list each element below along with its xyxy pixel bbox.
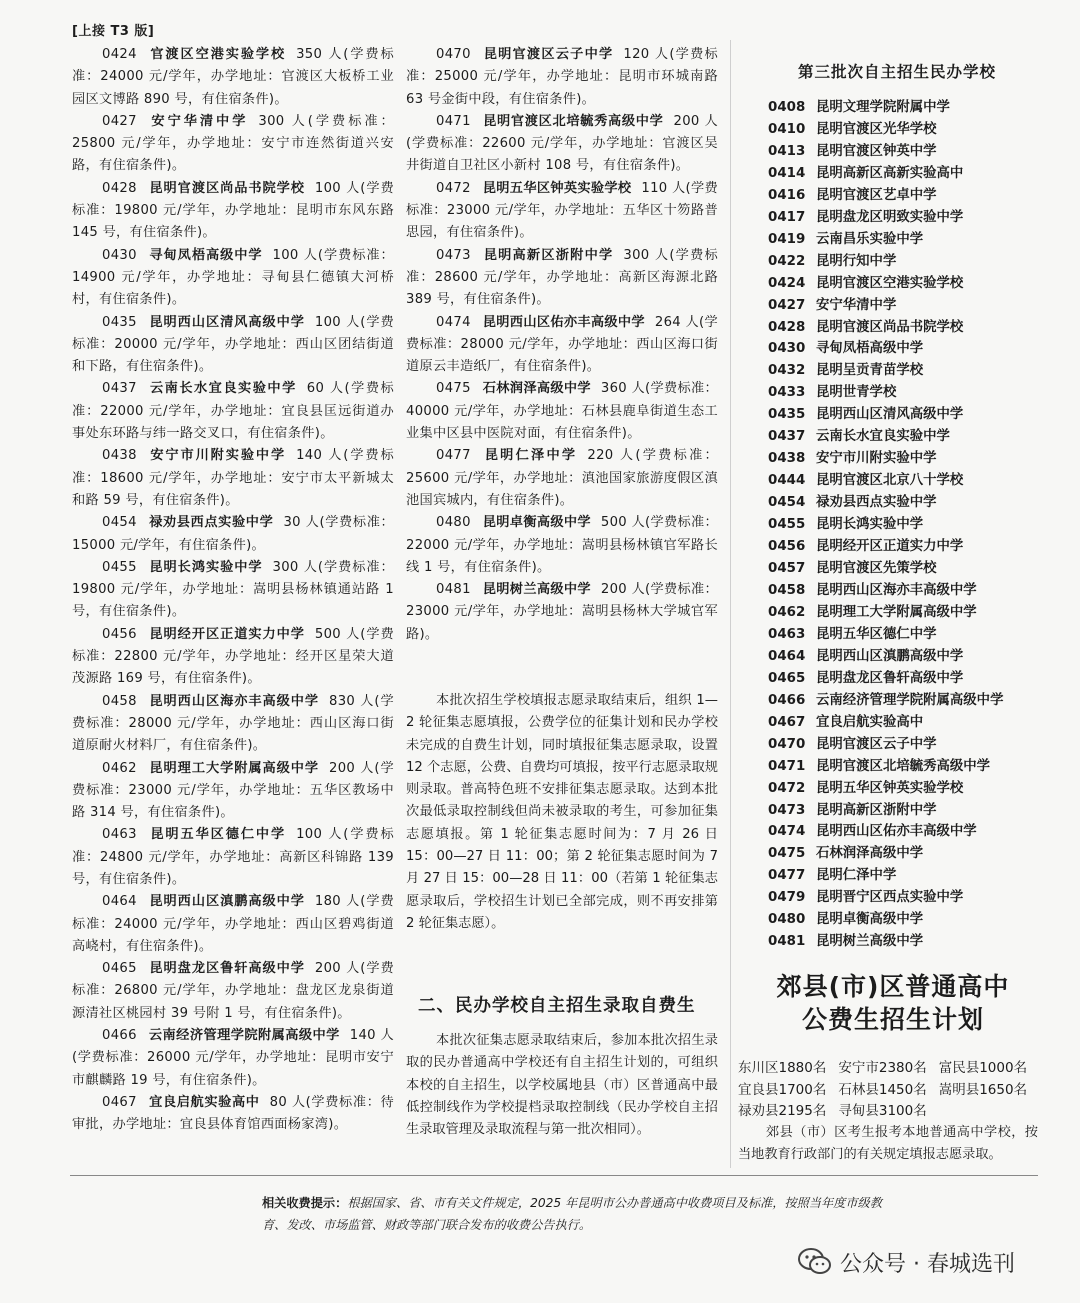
school-name: 昆明树兰高级中学	[482, 582, 591, 598]
enrollment-count: 220 人	[587, 448, 636, 464]
school-code: 0458	[102, 693, 137, 709]
school-entry	[72, 1025, 394, 1092]
school-code: 0474	[436, 314, 471, 330]
school-detail: (学费标准：23000 元/学年，办学地址：五华区十笏路普思园，有住宿条件)。	[406, 180, 718, 241]
enrollment-count: 200 人	[314, 961, 361, 977]
quota-cell: 禄劝县2195名	[738, 1103, 827, 1119]
list-item	[768, 163, 1038, 185]
school-code: 0474	[768, 824, 806, 840]
school-code: 0438	[102, 448, 137, 464]
school-name: 昆明文理学院附属中学	[816, 100, 950, 115]
section-heading-2: 二、民办学校自主招生录取自费生	[418, 996, 696, 1016]
school-detail: (学费标准：23000 元/学年，办学地址：嵩明县杨林大学城官军路)。	[406, 582, 718, 642]
school-code: 0427	[102, 113, 137, 129]
school-code: 0467	[768, 714, 806, 730]
enrollment-count: 350 人	[296, 47, 344, 62]
school-name: 昆明官渡区尚品书院学校	[816, 319, 964, 335]
school-name: 昆明官渡区北京八十学校	[816, 473, 964, 489]
school-detail: (学费标准：22600 元/学年，办学地址：官渡区吴井街道自卫社区小新村 108 号，有住宿条件)。	[406, 136, 718, 174]
school-code: 0480	[768, 912, 806, 928]
quota-cell: 寻甸县3100名	[838, 1103, 927, 1119]
quota-row	[738, 1101, 1038, 1123]
school-name: 禄劝县西点实验中学	[816, 495, 937, 511]
list-item	[768, 492, 1038, 514]
quota-row	[738, 1080, 1038, 1102]
watermark-text: 公众号 · 春城选刊	[840, 1251, 1015, 1277]
quota-row	[738, 1058, 1038, 1080]
school-code: 0462	[768, 604, 806, 620]
enrollment-count: 200 人	[673, 113, 718, 129]
school-name: 石林润泽高级中学	[816, 846, 924, 862]
school-name: 昆明官渡区北培毓秀高级中学	[482, 113, 664, 129]
school-code: 0465	[102, 961, 137, 977]
list-item	[768, 800, 1038, 822]
school-entry	[72, 958, 394, 1025]
enrollment-count: 300 人	[258, 113, 308, 129]
school-name: 昆明理工大学附属高级中学	[816, 604, 977, 620]
list-item	[768, 668, 1038, 690]
school-name: 昆明高新区高新实验高中	[816, 165, 964, 181]
school-name: 昆明官渡区钟英中学	[816, 143, 937, 159]
school-name: 昆明西山区清风高级中学	[816, 407, 964, 423]
school-code: 0437	[768, 429, 806, 445]
school-name: 昆明五华区德仁中学	[148, 827, 287, 843]
footer-text: 根据国家、省、市有关文件规定，2025 年昆明市公办普通高中收费项目及标准，按照当年度市级教育、发改、市场监管、财政等部门联合发布的收费公告执行。	[262, 1196, 882, 1232]
enrollment-count: 30 人	[283, 515, 320, 531]
list-item	[768, 251, 1038, 273]
school-name: 昆明理工大学附属高级中学	[148, 760, 320, 776]
enrollment-count: 500 人	[600, 515, 645, 531]
enrollment-count: 200 人	[600, 582, 645, 598]
wechat-icon	[798, 1247, 832, 1277]
list-item	[768, 887, 1038, 909]
school-code: 0457	[768, 561, 806, 577]
school-code: 0480	[436, 515, 471, 531]
list-item	[768, 229, 1038, 251]
quota-table	[738, 1058, 1038, 1123]
school-name: 安宁华清中学	[148, 113, 249, 129]
list-item	[768, 514, 1038, 536]
list-item	[768, 404, 1038, 426]
school-detail: (学费标准：25000 元/学年，办学地址：昆明市环城南路 63 号金街中段，有住宿条件)。	[406, 47, 718, 107]
school-code: 0466	[102, 1028, 137, 1044]
list-item	[768, 712, 1038, 734]
school-entry	[72, 445, 394, 512]
school-code: 0454	[768, 495, 806, 511]
school-name: 昆明五华区德仁中学	[816, 626, 937, 642]
footer-divider	[70, 1175, 1038, 1176]
school-name: 云南长水宜良实验中学	[148, 381, 297, 397]
school-name: 昆明官渡区云子中学	[482, 47, 614, 62]
school-code: 0419	[768, 231, 806, 247]
enrollment-count: 140 人	[349, 1028, 394, 1044]
school-name: 昆明官渡区艺卓中学	[816, 187, 937, 203]
list-item	[768, 778, 1038, 800]
school-code: 0479	[768, 890, 806, 906]
school-code: 0466	[768, 692, 806, 708]
school-code: 0424	[102, 47, 137, 62]
school-code: 0455	[102, 559, 137, 575]
school-entry	[72, 891, 394, 958]
enrollment-count: 100 人	[296, 827, 344, 843]
school-name: 云南经济管理学院附属高级中学	[816, 692, 1004, 708]
enrollment-count: 80 人	[269, 1094, 306, 1110]
list-item	[768, 690, 1038, 712]
list-item	[768, 360, 1038, 382]
enrollment-count: 360 人	[600, 381, 645, 397]
enrollment-count: 830 人	[329, 693, 375, 709]
school-code: 0416	[768, 187, 806, 203]
quota-cell: 安宁市2380名	[838, 1060, 927, 1076]
school-entry	[72, 1092, 394, 1137]
school-code: 0427	[768, 297, 806, 313]
list-item	[768, 185, 1038, 207]
school-entry	[72, 44, 394, 111]
school-code: 0428	[768, 319, 806, 335]
school-name: 昆明官渡区空港实验学校	[816, 275, 964, 291]
list-item	[768, 273, 1038, 295]
school-detail: (学费标准：20000 元/学年，办学地址：西山区团结街道和下路，有住宿条件)。	[72, 314, 394, 375]
list-item	[768, 756, 1038, 778]
school-code: 0472	[768, 780, 806, 796]
enrollment-count: 264 人	[654, 314, 700, 330]
school-entry	[406, 312, 718, 379]
school-detail: (学费标准：18600 元/学年，办学地址：安宁市太平新城太和路 59 号，有住宿条件)。	[72, 448, 394, 508]
school-name: 昆明五华区钟英实验学校	[482, 180, 632, 196]
school-code: 0464	[102, 894, 137, 910]
school-code: 0433	[768, 385, 806, 401]
school-code: 0438	[768, 451, 806, 467]
school-code: 0465	[768, 670, 806, 686]
school-entry	[406, 111, 718, 178]
enrollment-count: 100 人	[272, 247, 318, 263]
school-name: 昆明盘龙区鲁轩高级中学	[148, 961, 305, 977]
school-code: 0430	[102, 247, 137, 263]
school-code: 0424	[768, 275, 806, 291]
school-detail: (学费标准：24000 元/学年，办学地址：西山区碧鸡街道高峣村，有住宿条件)。	[72, 894, 394, 954]
list-item	[768, 97, 1038, 119]
left-column	[72, 44, 394, 1137]
school-entry	[72, 758, 394, 825]
list-item	[768, 382, 1038, 404]
school-name: 昆明官渡区先策学校	[816, 561, 937, 577]
school-code: 0475	[436, 381, 471, 397]
watermark	[798, 1244, 1015, 1280]
notice-paragraph-2: 本批次征集志愿录取结束后，参加本批次招生录取的民办普通高中学校还有自主招生计划的，可组织本校的自主招生，以学校属地县（市）区普通高中最低控制线作为学校提档录取控制线（民办学校自主招生录取管理及录取流程与第一批次相同）。	[406, 1033, 718, 1138]
school-name: 昆明行知中学	[816, 253, 897, 269]
school-name: 昆明官渡区云子中学	[816, 736, 937, 752]
school-code: 0473	[436, 247, 471, 263]
school-code: 0422	[768, 253, 806, 269]
school-detail: (学费标准：28000 元/学年，办学地址：西山区海口街道原云丰造纸厂，有住宿条件)。	[406, 314, 718, 375]
enrollment-count: 140 人	[296, 448, 344, 464]
school-code: 0471	[768, 758, 806, 774]
list-item	[768, 646, 1038, 668]
school-name: 宜良启航实验高中	[816, 714, 924, 730]
list-item	[768, 558, 1038, 580]
school-code: 0477	[768, 868, 806, 884]
school-name: 安宁市川附实验中学	[148, 448, 287, 464]
school-code: 0417	[768, 209, 806, 225]
school-name: 昆明西山区佑亦丰高级中学	[816, 824, 977, 840]
school-entry	[72, 178, 394, 245]
list-item	[768, 426, 1038, 448]
school-entry	[406, 445, 718, 512]
school-name: 昆明卓衡高级中学	[482, 515, 591, 531]
middle-column	[406, 44, 718, 646]
school-name: 昆明盘龙区明致实验中学	[816, 209, 964, 225]
right-column-title: 第三批次自主招生民办学校	[797, 63, 996, 81]
school-name: 昆明官渡区光华学校	[816, 121, 937, 137]
school-name: 昆明长鸿实验中学	[816, 517, 924, 533]
school-name: 昆明西山区海亦丰高级中学	[148, 693, 320, 709]
quota-cell: 嵩明县1650名	[938, 1081, 1028, 1098]
school-code: 0477	[436, 448, 471, 464]
school-code: 0481	[436, 582, 471, 598]
school-name: 禄劝县西点实验中学	[148, 515, 274, 531]
column-divider	[730, 40, 731, 1168]
school-detail: (学费标准：25800 元/学年，办学地址：安宁市连然街道兴安路，有住宿条件)。	[72, 113, 394, 174]
enrollment-count: 300 人	[623, 247, 670, 263]
school-code: 0444	[768, 473, 806, 489]
school-name: 昆明官渡区北培毓秀高级中学	[816, 758, 991, 774]
school-code: 0464	[768, 648, 806, 664]
school-detail: (学费标准：14900 元/学年，办学地址：寻甸县仁德镇大河桥村，有住宿条件)。	[72, 247, 394, 308]
school-code: 0428	[102, 180, 137, 196]
school-name: 昆明西山区海亦丰高级中学	[816, 582, 977, 598]
school-name: 昆明仁泽中学	[482, 448, 578, 464]
county-note: 郊县（市）区考生报考本地普通高中学校，按当地教育行政部门的有关规定填报志愿录取。	[738, 1125, 1038, 1162]
school-code: 0414	[768, 165, 806, 181]
school-detail: (学费标准：19800 元/学年，办学地址：昆明市东风东路 145 号，有住宿条件)。	[72, 180, 394, 241]
school-name: 昆明西山区佑亦丰高级中学	[482, 314, 645, 330]
list-item	[768, 207, 1038, 229]
school-code: 0470	[436, 47, 471, 62]
list-item	[768, 317, 1038, 339]
school-name: 云南昌乐实验中学	[816, 231, 924, 247]
list-item	[768, 141, 1038, 163]
school-name: 昆明树兰高级中学	[816, 934, 924, 950]
school-code: 0435	[768, 407, 806, 423]
list-item	[768, 448, 1038, 470]
school-entry	[406, 378, 718, 445]
big-title-line-2: 公费生招生计划	[801, 1005, 984, 1034]
enrollment-count: 300 人	[272, 559, 318, 575]
school-detail: (学费标准：28000 元/学年，办学地址：西山区海口街道原耐火材料厂，有住宿条件)。	[72, 693, 394, 754]
enrollment-count: 500 人	[314, 626, 361, 642]
school-name: 昆明呈贡青苗学校	[816, 363, 924, 379]
school-detail: (学费标准：40000 元/学年，办学地址：石林县鹿阜街道生态工业集中区县中医院对面，有住宿条件)。	[406, 381, 718, 442]
school-code: 0430	[768, 341, 806, 357]
school-code: 0410	[768, 121, 806, 137]
school-code: 0463	[768, 626, 806, 642]
list-item	[768, 624, 1038, 646]
enrollment-count: 120 人	[623, 47, 670, 62]
big-title-line-1: 郊县(市)区普通高中	[776, 972, 1010, 1001]
enrollment-count: 60 人	[306, 381, 345, 397]
school-code: 0458	[768, 582, 806, 598]
footer-lead: 相关收费提示：	[262, 1196, 348, 1210]
list-item	[768, 536, 1038, 558]
quota-cell: 宜良县1700名	[738, 1081, 827, 1098]
school-code: 0435	[102, 314, 137, 330]
school-code: 0467	[102, 1094, 137, 1110]
school-list	[768, 97, 1038, 953]
school-name: 昆明仁泽中学	[816, 868, 897, 884]
list-item	[768, 295, 1038, 317]
school-name: 昆明盘龙区鲁轩高级中学	[816, 670, 964, 686]
school-code: 0473	[768, 802, 806, 818]
school-code: 0455	[768, 517, 806, 533]
school-detail: (学费标准：22000 元/学年，办学地址：宜良县匡远街道办事处东环路与纬一路交叉口，有住宿条件)。	[72, 381, 394, 442]
school-name: 安宁市川附实验中学	[816, 451, 937, 467]
school-entry	[72, 557, 394, 624]
list-item	[768, 821, 1038, 843]
list-item	[768, 602, 1038, 624]
school-detail: (学费标准：24800 元/学年，办学地址：高新区科锦路 139 号，有住宿条件)。	[72, 827, 394, 887]
school-detail: (学费标准：22800 元/学年，办学地址：经开区星荣大道茂源路 169 号，有住宿条件)。	[72, 626, 394, 687]
notice-paragraph-1: 本批次招生学校填报志愿录取结束后，组织 1—2 轮征集志愿填报，公费学位的征集计划和民办学校未完成的自费生计划，同时填报征集志愿录取，设置 12 个志愿，公费、自费均可填报，按平行志愿录取规则录取。普高特色班不安排征集志愿录取。达到本批次最低录取控制线但尚未被录取的考生，可参加征集志愿填报。第 1 轮征集志愿时间为：7 月 26 日 15：00—27 日 11：00；第 2 轮征集志愿时间为 7 月 27 日 15：00—28 日 11：00（若第 1 轮征集志愿录取后，学校招生计划已全部完成，则不再安排第 2 轮征集志愿）。	[406, 693, 718, 931]
list-item	[768, 470, 1038, 492]
school-detail: (学费标准：23000 元/学年，办学地址：五华区教场中路 314 号，有住宿条件)。	[72, 760, 394, 821]
school-code: 0472	[436, 180, 471, 196]
enrollment-count: 100 人	[314, 314, 361, 330]
school-name: 石林润泽高级中学	[482, 381, 591, 397]
school-name: 寻甸凤梧高级中学	[148, 247, 263, 263]
list-item	[768, 909, 1038, 931]
list-item	[768, 338, 1038, 360]
school-name: 昆明晋宁区西点实验中学	[816, 890, 964, 906]
school-detail: (学费标准：19800 元/学年，办学地址：嵩明县杨林镇通站路 1 号，有住宿条件)。	[72, 559, 394, 620]
school-name: 宜良启航实验高中	[148, 1094, 260, 1110]
enrollment-count: 110 人	[641, 180, 686, 196]
school-name: 昆明卓衡高级中学	[816, 912, 924, 928]
school-entry	[72, 111, 394, 178]
school-entry	[72, 624, 394, 691]
school-entry	[72, 824, 394, 891]
school-name: 寻甸凤梧高级中学	[816, 341, 924, 357]
school-detail: (学费标准：26000 元/学年，办学地址：昆明市安宁市麒麟路 19 号，有住宿条件)。	[72, 1050, 394, 1088]
big-title	[748, 970, 1038, 1036]
school-code: 0471	[436, 113, 471, 129]
school-detail: (学费标准：待审批，办学地址：宜良县体育馆西面杨家湾)。	[72, 1094, 394, 1133]
school-name: 昆明西山区清风高级中学	[148, 314, 305, 330]
school-entry	[72, 691, 394, 758]
school-entry	[72, 378, 394, 445]
list-item	[768, 580, 1038, 602]
list-item	[768, 931, 1038, 953]
school-code: 0456	[768, 539, 806, 555]
quota-cell: 东川区1880名	[738, 1060, 827, 1076]
school-code: 0463	[102, 827, 137, 843]
school-detail: (学费标准：25600 元/学年，办学地址：滇池国家旅游度假区滇池国宾城内，有住宿条件)。	[406, 448, 718, 508]
school-entry	[72, 512, 394, 557]
school-entry	[406, 44, 718, 111]
school-code: 0408	[768, 100, 806, 115]
school-detail: (学费标准：15000 元/学年，有住宿条件)。	[72, 515, 394, 553]
enrollment-count: 200 人	[329, 760, 375, 776]
school-name: 安宁华清中学	[816, 297, 897, 313]
list-item	[768, 119, 1038, 141]
school-code: 0413	[768, 143, 806, 159]
quota-cell: 富民县1000名	[938, 1060, 1028, 1076]
school-name: 昆明高新区浙附中学	[482, 247, 614, 263]
continuation-label: [上接 T3 版]	[72, 24, 155, 39]
school-detail: (学费标准：24000 元/学年，办学地址：官渡区大板桥工业园区文博路 890 号，有住宿条件)。	[72, 47, 394, 107]
school-name: 云南经济管理学院附属高级中学	[148, 1028, 340, 1044]
school-entry	[406, 512, 718, 579]
enrollment-count: 180 人	[314, 894, 361, 910]
list-item	[768, 734, 1038, 756]
school-code: 0432	[768, 363, 806, 379]
school-name: 昆明西山区滇鹏高级中学	[148, 894, 305, 910]
school-entry	[406, 579, 718, 646]
school-detail: (学费标准：22000 元/学年，办学地址：嵩明县杨林镇官军路长线 1 号，有住宿条件)。	[406, 515, 718, 575]
school-entry	[72, 245, 394, 312]
school-code: 0456	[102, 626, 137, 642]
school-name: 昆明经开区正道实力中学	[816, 539, 964, 555]
school-code: 0462	[102, 760, 137, 776]
list-item	[768, 843, 1038, 865]
school-name: 昆明经开区正道实力中学	[148, 626, 305, 642]
enrollment-count: 100 人	[314, 180, 361, 196]
school-code: 0475	[768, 846, 806, 862]
school-name: 昆明世青学校	[816, 385, 897, 401]
list-item	[768, 865, 1038, 887]
school-name: 昆明长鸿实验中学	[148, 559, 263, 575]
school-code: 0437	[102, 381, 137, 397]
school-entry	[72, 312, 394, 379]
school-code: 0454	[102, 515, 137, 531]
school-name: 云南长水宜良实验中学	[816, 429, 950, 445]
school-code: 0481	[768, 934, 806, 950]
school-name: 昆明高新区浙附中学	[816, 802, 937, 818]
school-name: 昆明西山区滇鹏高级中学	[816, 648, 964, 664]
school-detail: (学费标准：26800 元/学年，办学地址：盘龙区龙泉街道源清社区桃园村 39 号附 1 号，有住宿条件)。	[72, 961, 394, 1021]
school-detail: (学费标准：28600 元/学年，办学地址：高新区海源北路 389 号，有住宿条件)。	[406, 247, 718, 308]
school-name: 昆明五华区钟英实验学校	[816, 780, 964, 796]
quota-cell: 石林县1450名	[838, 1081, 927, 1098]
footer-note	[262, 1192, 882, 1236]
school-code: 0470	[768, 736, 806, 752]
school-entry	[406, 178, 718, 245]
school-name: 昆明官渡区尚品书院学校	[148, 180, 305, 196]
school-name: 官渡区空港实验学校	[148, 47, 287, 62]
school-entry	[406, 245, 718, 312]
